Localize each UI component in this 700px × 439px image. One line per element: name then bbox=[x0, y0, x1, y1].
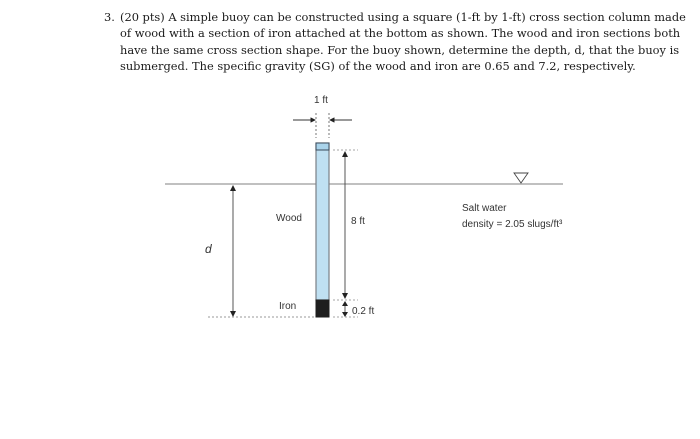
width-label: 1 ft bbox=[314, 95, 328, 106]
wood-top-cap bbox=[316, 143, 329, 150]
depth-dimension bbox=[208, 185, 316, 317]
width-dimension bbox=[293, 113, 352, 138]
wood-length-label: 8 ft bbox=[351, 216, 365, 227]
iron-section bbox=[316, 300, 329, 317]
problem-line-3: have the same cross section shape. For the buoy shown, determine the depth, d, that the buoy is bbox=[120, 42, 680, 57]
wood-section bbox=[316, 143, 329, 300]
free-surface-triangle-icon bbox=[514, 173, 528, 183]
problem-line-4: submerged. The specific gravity (SG) of the wood and iron are 0.65 and 7.2, respectively. bbox=[120, 58, 636, 73]
problem-line-2: of wood with a section of iron attached at the bottom as shown. The wood and iron sections both bbox=[120, 26, 681, 41]
problem-line-1: 3. (20 pts) A simple buoy can be constructed using a square (1-ft by 1-ft) cross section column made bbox=[104, 10, 686, 24]
iron-length-label: 0.2 ft bbox=[352, 306, 375, 317]
density-label: density = 2.05 slugs/ft³ bbox=[462, 219, 563, 230]
problem-number: 3. bbox=[104, 10, 115, 24]
iron-label: Iron bbox=[279, 301, 297, 312]
wood-label: Wood bbox=[276, 213, 302, 224]
depth-label: d bbox=[205, 242, 212, 256]
fluid-label: Salt water bbox=[462, 203, 507, 214]
